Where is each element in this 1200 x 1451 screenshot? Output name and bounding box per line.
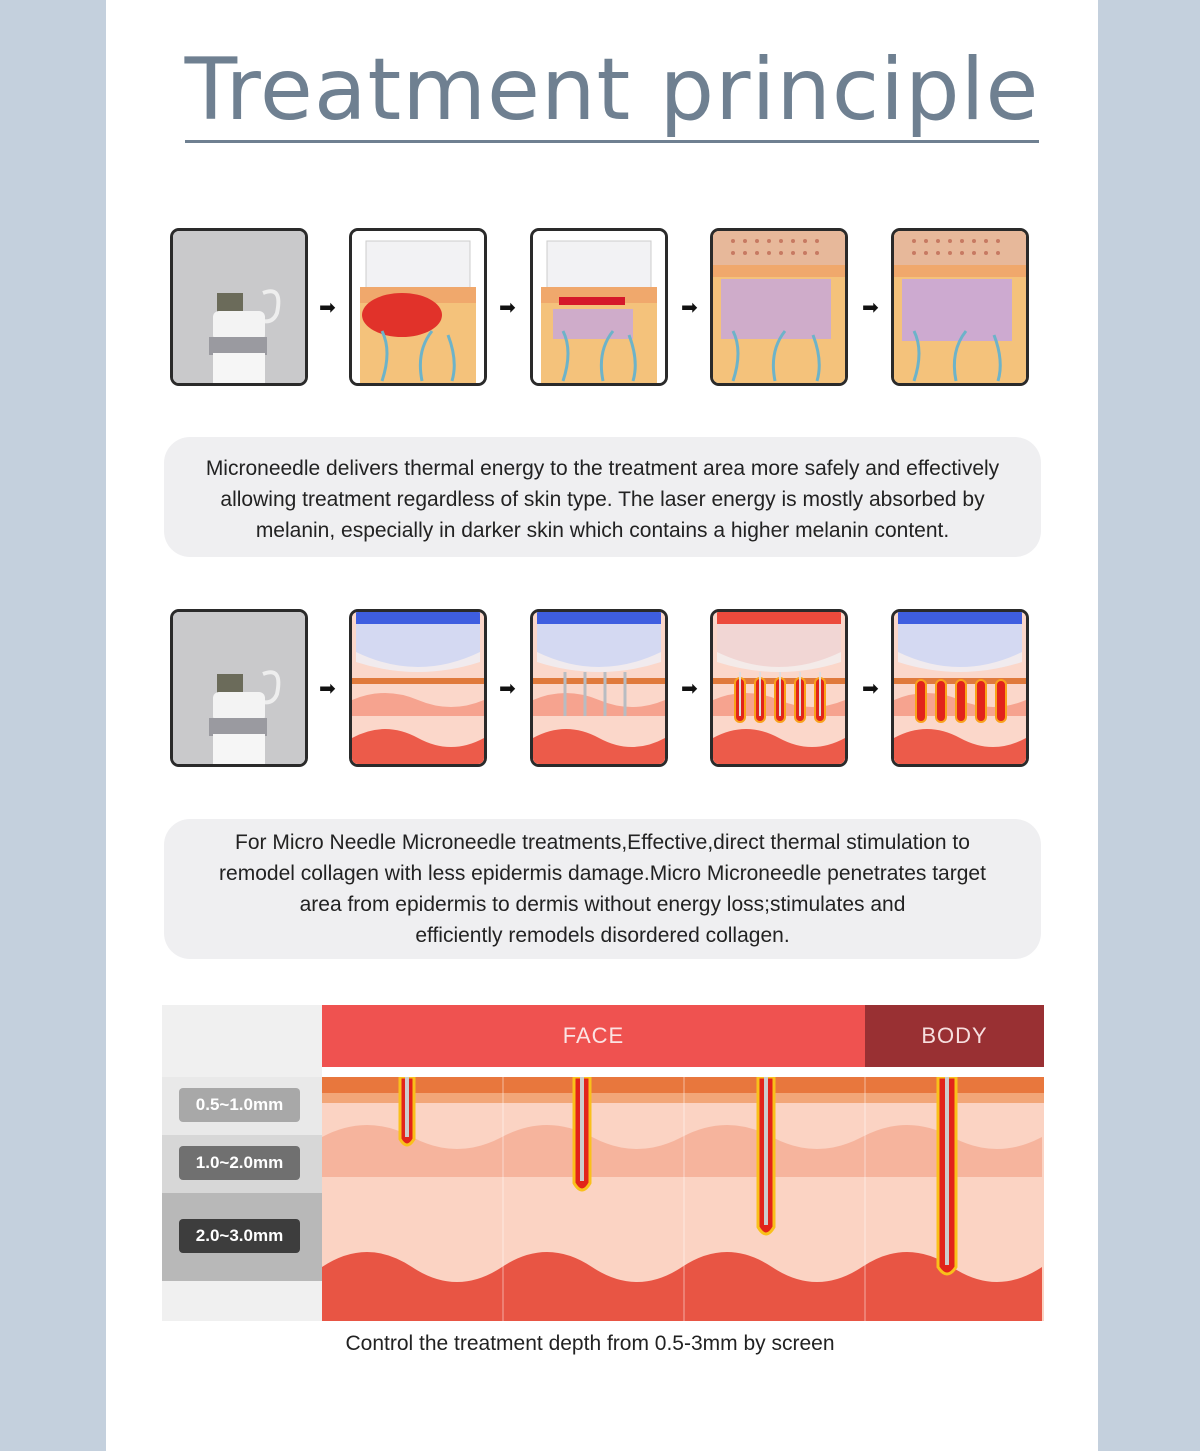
description-box-2 [164,819,1041,959]
page-title-text: Treatment principle [185,43,1040,143]
arrow-right-icon: ➡ [319,678,336,700]
depth-label-3: 2.0~3.0mm [179,1219,300,1253]
needles-inserted [530,609,668,767]
needle-0-5mm [400,1077,414,1145]
skin-cross-section [322,1077,1044,1321]
skin-diagram-heat-bar [530,228,668,386]
depth-label-2: 1.0~2.0mm [179,1146,300,1180]
device-photo-1 [170,228,308,386]
description-2-line-1: For Micro Needle Microneedle treatments,Effective,direct thermal stimulation to [235,831,970,854]
thermal-zones [891,609,1029,767]
arrow-right-icon: ➡ [681,297,698,319]
description-2-line-3: area from epidermis to dermis without energy loss;stimulates and [299,893,906,916]
needle-1-0mm [574,1077,590,1190]
skin-diagram-heat-spread [349,228,487,386]
needle-2-0mm [758,1077,774,1234]
arrow-right-icon: ➡ [499,297,516,319]
depth-diagram [162,1005,1044,1321]
needle-3-0mm [938,1077,956,1274]
depth-caption: Control the treatment depth from 0.5-3mm by screen [345,1332,835,1355]
needles-heating [710,609,848,767]
body-header: BODY [865,1005,1044,1067]
depth-legend-column [162,1005,322,1321]
needle-head-above-skin [349,609,487,767]
description-2-line-4: efficiently remodels disordered collagen. [415,924,790,947]
page-title [0,40,1200,143]
description-1-line-1: Microneedle delivers thermal energy to the treatment area more safely and effectively [205,457,1000,480]
skin-diagram-microneedle-grid [710,228,848,386]
arrow-right-icon: ➡ [862,678,879,700]
arrow-right-icon: ➡ [499,678,516,700]
skin-diagram-microneedle-grid-2 [891,228,1029,386]
description-1-line-3: melanin, especially in darker skin which contains a higher melanin content. [255,519,950,542]
arrow-right-icon: ➡ [319,297,336,319]
device-photo-2 [170,609,308,767]
description-2-line-2: remodel collagen with less epidermis damage.Micro Microneedle penetrates target [219,862,986,885]
description-box-1 [164,437,1041,557]
description-1-line-2: allowing treatment regardless of skin type. The laser energy is mostly absorbed by [220,488,985,511]
face-header: FACE [322,1005,865,1067]
arrow-right-icon: ➡ [862,297,879,319]
arrow-right-icon: ➡ [681,678,698,700]
depth-label-1: 0.5~1.0mm [179,1088,300,1122]
